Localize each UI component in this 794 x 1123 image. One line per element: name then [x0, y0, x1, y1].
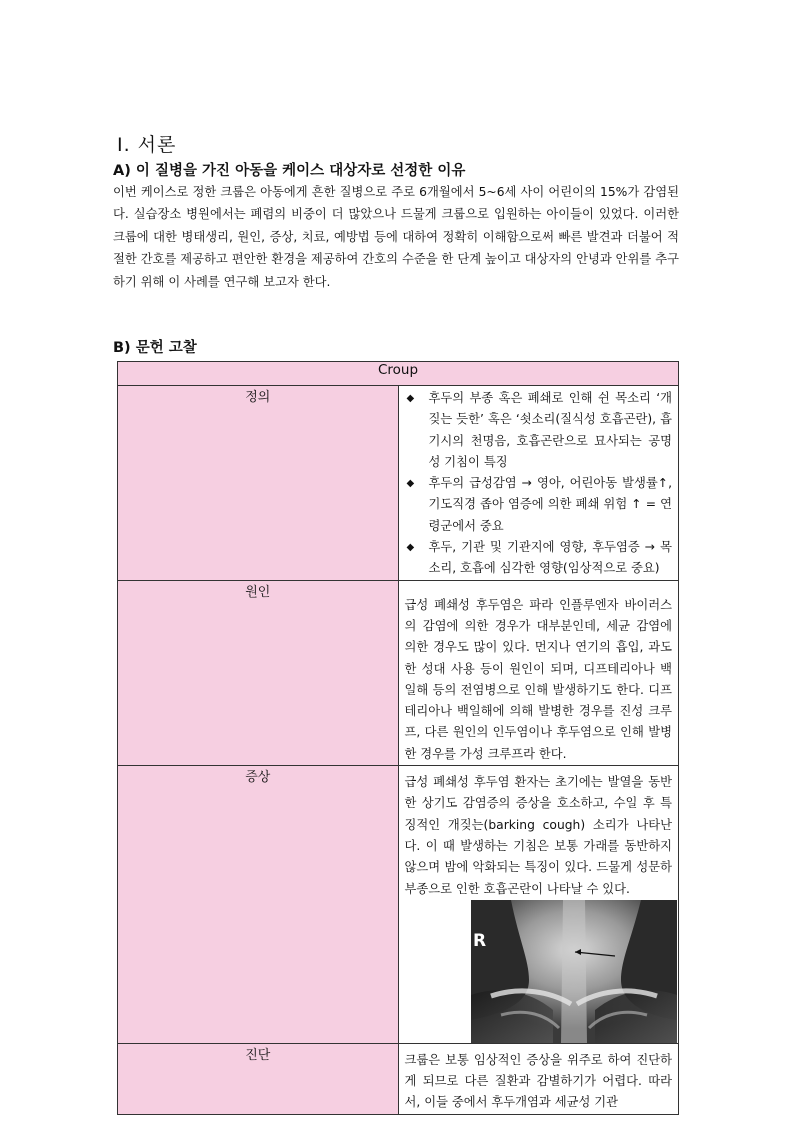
diamond-bullet-icon: ◆ — [406, 478, 415, 490]
intro-paragraph: 이번 케이스로 정한 크룹은 아동에게 흔한 질병으로 주로 6개월에서 5~6세 사이 어린이의 15%가 감염된다. 실습장소 병원에서는 폐렴의 비중이 더 많았으나 드물게 크룹으로 입원하는 아이들이 있었다. 이러한 크룹에 대한 병태생리, 원인, 증상, 치료, 예방법 등에 대하여 정확히 이해함으로써 빠른 발견과 더불어 적절한 간호를 제공하고 편안한 환경을 제공하여 간호의 수준을 한 단계 높이고 대상자의 안녕과 안위를 추구하기 위해 이 사례를 연구해 보고자 한다. — [113, 185, 679, 289]
section-b-heading: B) 문헌 고찰 — [113, 340, 197, 356]
definition-bullet-text: 후두, 기관 및 기관지에 영향, 후두염증 → 목소리, 호흡에 심각한 영향(임상적으로 중요) — [428, 540, 672, 576]
table-row-cause — [118, 580, 679, 765]
diamond-bullet-icon: ◆ — [406, 542, 415, 554]
definition-bullet — [407, 388, 673, 473]
symptoms-text: 급성 폐쇄성 후두염 환자는 초기에는 발열을 동반한 상기도 감염증의 증상을 호소하고, 수일 후 특징적인 개짖는(barking cough) 소리가 나타난다. 이 때 발생하는 기침은 보통 가래를 동반하지 않으며 밤에 악화되는 특징이 있다. 드물게 성문하 부종으로 인한 호흡곤란이 나타날 수 있다. — [404, 775, 672, 896]
definition-bullet — [407, 537, 673, 580]
definition-bullet-text: 후두의 급성감염 → 영아, 어린아동 발생률↑, 기도직경 좁아 염증에 의한 폐쇄 위험 ↑ = 연령군에서 중요 — [428, 476, 672, 533]
diagnosis-cell — [398, 1043, 679, 1114]
row-label-diagnosis: 진단 — [118, 1043, 399, 1114]
row-label-cause: 원인 — [118, 580, 399, 765]
table-title: Croup — [118, 362, 679, 386]
neck-xray-image — [471, 900, 677, 1043]
symptoms-cell — [398, 766, 679, 1044]
xray-side-marker: R — [472, 930, 486, 951]
cause-text: 급성 폐쇄성 후두염은 파라 인플루엔자 바이러스의 감염에 의한 경우가 대부분인데, 세균 감염에 의한 경우도 많이 있다. 먼지나 연기의 흡입, 과도한 성대 사용 등이 원인이 되며, 디프테리아나 백일해 등의 전염병으로 인해 발생하기도 한다. 디프테리아나 백일해에 의해 발병한 경우를 진성 크루프, 다른 원인의 인두염이나 후두염으로 인해 발병한 경우를 가성 크루프라 한다. — [404, 597, 672, 761]
literature-review-table — [117, 361, 679, 1115]
table-row-definition — [118, 386, 679, 581]
chapter-heading: Ⅰ. 서론 — [117, 134, 177, 156]
cause-cell — [398, 580, 679, 765]
definition-bullet — [407, 473, 673, 537]
diagnosis-text: 크룹은 보통 임상적인 증상을 위주로 하여 진단하게 되므로 다른 질환과 감별하기가 어렵다. 따라서, 이들 중에서 후두개염과 세균성 기관 — [404, 1052, 672, 1110]
table-row-symptoms — [118, 766, 679, 1044]
diamond-bullet-icon: ◆ — [406, 393, 415, 404]
definition-cell — [398, 386, 679, 581]
table-row-diagnosis — [118, 1043, 679, 1114]
row-label-symptoms: 증상 — [118, 766, 399, 1044]
row-label-definition: 정의 — [118, 386, 399, 581]
section-a-heading: A) 이 질병을 가진 아동을 케이스 대상자로 선정한 이유 — [113, 163, 466, 179]
definition-bullet-list — [399, 386, 679, 580]
definition-bullet-text: 후두의 부종 혹은 폐쇄로 인해 쉰 목소리 ‘개 짖는 듯한’ 혹은 ‘쇳소리(질식성 호흡곤란), 흡기시의 천명음, 호흡곤란으로 묘사되는 공명성 기침이 특징 — [428, 391, 672, 469]
